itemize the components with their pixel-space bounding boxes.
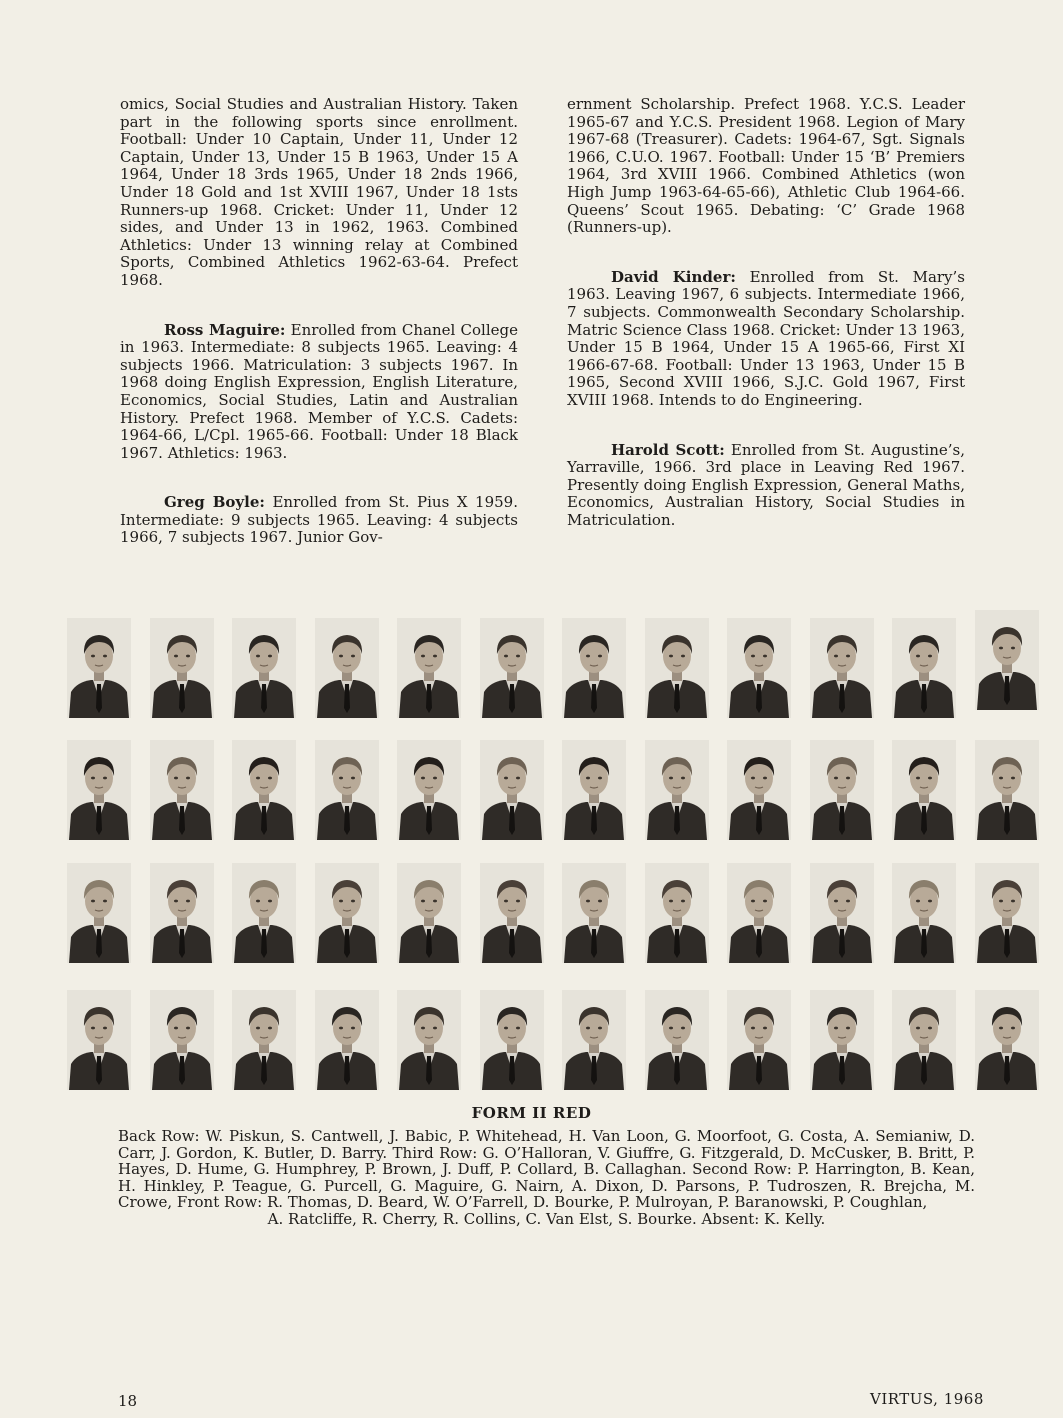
photo-row-second bbox=[58, 855, 1048, 971]
student-portrait bbox=[892, 990, 956, 1090]
student-portrait bbox=[892, 618, 956, 718]
photo-row-back bbox=[58, 610, 1048, 726]
student-portrait bbox=[727, 618, 791, 718]
bio-continuation: ernment Scholarship. Prefect 1968. Y.C.S. Leader 1965-67 and Y.C.S. President 1968. Legion of Mary 1967-68 (Treasurer). Cadets: 1964-67, Sgt. Signals 1966, C.U.O. 1967. Football: Under 15 ‘B’ Premiers 1964, 3rd XVIII 1966. Combined Athletics (won High Jump 1963-64-65-66), Athletic Club 1964-66. Queens’ Scout 1965. Debating: ‘C’ Grade 1968 (Runners-up). bbox=[567, 95, 965, 237]
student-portrait bbox=[480, 618, 544, 718]
student-portrait bbox=[562, 618, 626, 718]
photo-caption bbox=[118, 1128, 975, 1227]
bio-continuation: omics, Social Studies and Australian History. Taken part in the following sports since enrollment. Football: Under 10 Captain, Under 11, Under 12 Captain, Under 13, Under 15 B 1963, Under 15 A 1964, Under 18 3rds 1965, Under 18 2nds 1966, Under 18 Gold and 1st XVIII 1967, Under 18 1sts Runners-up 1968. Cricket: Under 11, Under 12 sides, and Under 13 in 1962, 1963. Combined Athletics: Under 13 winning relay at Combined Sports, Combined Athletics 1962-63-64. Prefect 1968. bbox=[120, 95, 518, 289]
bio-text: Enrolled from St. Augustine’s, Yarraville, 1966. 3rd place in Leaving Red 1967. Presently doing English Expression, General Maths, Economics, Australian History, Social Studies in Matriculation. bbox=[567, 440, 966, 529]
student-portrait bbox=[480, 863, 544, 963]
student-portrait bbox=[67, 740, 131, 840]
student-portrait bbox=[232, 618, 296, 718]
form-title: FORM II RED bbox=[471, 1104, 592, 1122]
class-photo-grid bbox=[58, 610, 1048, 1080]
student-portrait bbox=[67, 863, 131, 963]
student-portrait bbox=[645, 990, 709, 1090]
student-portrait bbox=[480, 990, 544, 1090]
bio-text: Enrolled from St. Pius X 1959. Intermediate: 9 subjects 1965. Leaving: 4 subjects 1966, 7 subjects 1967. Junior Gov- bbox=[120, 493, 518, 547]
bio-harold-scott bbox=[567, 442, 965, 530]
right-text-column bbox=[567, 96, 965, 561]
student-portrait bbox=[315, 618, 379, 718]
student-portrait bbox=[727, 990, 791, 1090]
student-portrait bbox=[150, 740, 214, 840]
student-portrait bbox=[150, 990, 214, 1090]
student-portrait bbox=[480, 740, 544, 840]
photo-row-third bbox=[58, 732, 1048, 848]
student-portrait bbox=[975, 740, 1039, 840]
left-text-column bbox=[120, 96, 518, 579]
student-portrait bbox=[397, 990, 461, 1090]
student-portrait bbox=[232, 740, 296, 840]
student-portrait bbox=[562, 863, 626, 963]
student-portrait bbox=[975, 990, 1039, 1090]
student-portrait bbox=[975, 610, 1039, 710]
student-portrait bbox=[810, 740, 874, 840]
bio-ross-maguire bbox=[120, 322, 518, 463]
student-portrait bbox=[645, 863, 709, 963]
student-portrait bbox=[150, 618, 214, 718]
page-number: 18 bbox=[118, 1392, 138, 1410]
bio-david-kinder bbox=[567, 269, 965, 410]
student-portrait bbox=[397, 618, 461, 718]
student-portrait bbox=[562, 740, 626, 840]
student-portrait bbox=[562, 990, 626, 1090]
student-portrait bbox=[810, 990, 874, 1090]
student-portrait bbox=[810, 863, 874, 963]
student-portrait bbox=[727, 863, 791, 963]
bio-text: Enrolled from St. Mary’s 1963. Leaving 1967, 6 subjects. Intermediate 1966, 7 subjects. Commonwealth Secondary Scholarship. Matric Science Class 1968. Cricket: Under 13 1963, Under 15 B 1964, Under 15 A 1965-66, First XI 1966-67-68. Football: Under 13 1963, Under 15 B 1965, Second XVIII 1966, S.J.C. Gold 1967, First XVIII 1968. Intends to do Engineering. bbox=[567, 267, 965, 409]
student-portrait bbox=[892, 740, 956, 840]
bio-name: Ross Maguire: bbox=[164, 320, 286, 339]
bio-name: Greg Boyle: bbox=[164, 493, 265, 512]
publication-footer: VIRTUS, 1968 bbox=[870, 1390, 984, 1408]
student-portrait bbox=[315, 740, 379, 840]
student-portrait bbox=[232, 990, 296, 1090]
student-portrait bbox=[150, 863, 214, 963]
photo-row-front bbox=[58, 982, 1048, 1098]
student-portrait bbox=[975, 863, 1039, 963]
student-portrait bbox=[232, 863, 296, 963]
bio-name: Harold Scott: bbox=[611, 440, 725, 459]
caption-names: Back Row: W. Piskun, S. Cantwell, J. Babic, P. Whitehead, H. Van Loon, G. Moorfoot, G. Costa, A. Semianiw, D. Carr, J. Gordon, K. Butler, D. Barry. Third Row: G. O’Halloran, V. Giuffre, G. Fitzgerald, D. McCusker, B. Britt, P. Hayes, D. Hume, G. Humphrey, P. Brown, J. Duff, P. Collard, B. Callaghan. Second Row: P. Harrington, B. Kean, H. Hinkley, P. Teague, G. Purcell, G. Maguire, G. Nairn, A. Dixon, D. Parsons, P. Tudroszen, R. Brejcha, M. Crowe, Front Row: R. Thomas, D. Beard, W. O’Farrell, D. Bourke, P. Mulroyan, P. Baranowski, P. Coughlan, bbox=[118, 1127, 975, 1211]
bio-text: Enrolled from Chanel College in 1963. Intermediate: 8 subjects 1965. Leaving: 4 subjects 1966. Matriculation: 3 subjects 1967. In 1968 doing English Expression, English Literature, Economics, Social Studies, Latin and Australian History. Prefect 1968. Member of Y.C.S. Cadets: 1964-66, L/Cpl. 1965-66. Football: Under 18 Black 1967. Athletics: 1963. bbox=[120, 320, 519, 462]
student-portrait bbox=[67, 990, 131, 1090]
student-portrait bbox=[810, 618, 874, 718]
student-portrait bbox=[892, 863, 956, 963]
student-portrait bbox=[645, 740, 709, 840]
bio-greg-boyle bbox=[120, 494, 518, 547]
student-portrait bbox=[727, 740, 791, 840]
caption-names-last-line: A. Ratcliffe, R. Cherry, R. Collins, C. Van Elst, S. Bourke. Absent: K. Kelly. bbox=[267, 1209, 826, 1228]
bio-name: David Kinder: bbox=[611, 267, 736, 286]
student-portrait bbox=[315, 863, 379, 963]
student-portrait bbox=[645, 618, 709, 718]
student-portrait bbox=[397, 863, 461, 963]
student-portrait bbox=[315, 990, 379, 1090]
student-portrait bbox=[397, 740, 461, 840]
student-portrait bbox=[67, 618, 131, 718]
